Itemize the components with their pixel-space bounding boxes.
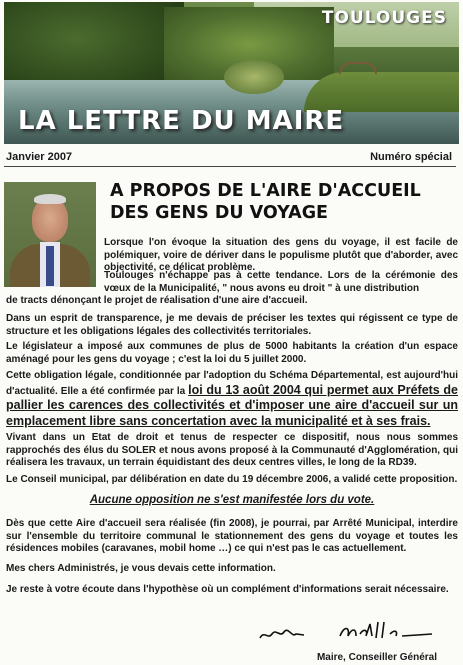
paragraph-tracts: de tracts dénonçant le projet de réalisation d'une aire d'accueil. [6, 295, 308, 306]
paragraph-obligation [6, 370, 458, 429]
article-headline [110, 180, 458, 224]
signature-mayor [336, 618, 436, 644]
obligation-text: Cette obligation légale, conditionnée par l'adoption du Schéma Départemental, est aujourd'hui d'actualité. Elle a été confirmée par la [6, 370, 458, 397]
paragraph-arrete: Dès que cette Aire d'accueil sera réalisée (fin 2008), je pourrai, par Arrêté Municipal, interdire sur l'ensemble du territoire communal le stationnement des gens du voyage et toutes les résidences mobiles (caravanes, mobil home …) ce qui n'est pas le cas actuellement. [6, 518, 458, 554]
signature-title: Maire, Conseiller Général [316, 652, 437, 663]
portrait-hair [34, 194, 66, 204]
headline-line-2: DES GENS DU VOYAGE [110, 203, 329, 223]
issue-edition: Numéro spécial [370, 151, 452, 163]
portrait-tie [46, 246, 54, 286]
portrait-face [32, 198, 68, 242]
loi-2004-emphasis: loi du 13 août 2004 qui permet aux Préfets de pallier les carences des collectivités et d'imposer une aire d'accueil sur un emplacement libre sans concertation avec la municipalité et à ses frais. [6, 382, 459, 428]
paragraph-ecoute: Je reste à votre écoute dans l'hypothèse où un complément d'informations serait nécessaire. [6, 584, 449, 595]
paragraph-legislateur: Le législateur a imposé aux communes de plus de 5000 habitants la création d'un espace aménagé pour les gens du voyage ; c'est la loi du 5 juillet 2000. [6, 341, 458, 365]
paragraph-intro: Lorsque l'on évoque la situation des gens du voyage, il est facile de polémiquer, voire de dériver dans le populisme plutôt que d'aborder, avec objectivité, ce délicat problème. [104, 237, 458, 273]
paragraph-conseil: Le Conseil municipal, par délibération en date du 19 décembre 2006, a validé cette proposition. [6, 474, 458, 485]
issue-date: Janvier 2007 [6, 151, 73, 163]
paragraph-toulouges: Toulouges n'échappe pas à cette tendance. Lors de la cérémonie des vœux de la Municipalité, " nous avons eu droit " à une distribution [104, 270, 458, 294]
headline-line-1: A PROPOS DE L'AIRE D'ACCUEIL [110, 181, 421, 201]
paragraph-administres: Mes chers Administrés, je vous devais cette information. [6, 563, 276, 574]
banner-bush [224, 60, 284, 94]
mayor-portrait [4, 182, 96, 287]
town-name: TOULOUGES [321, 8, 447, 28]
paragraph-transparence: Dans un esprit de transparence, je me devais de préciser les textes qui régissent ce type de structure et les obligations légales des collectivités territoriales. [6, 313, 458, 337]
issue-info-bar [4, 150, 456, 167]
header-banner [4, 2, 459, 144]
signature-initials [258, 626, 306, 642]
newsletter-title: LA LETTRE DU MAIRE [18, 106, 345, 136]
banner-bridge [339, 62, 377, 74]
paragraph-soler: Vivant dans un Etat de droit et tenus de respecter ce dispositif, nous nous sommes rapprochés des élus du SOLER et nous avons proposé à la Communauté d'Agglomération, qui réalisera les travaux, un terrain équidistant des deux centres villes, le long de la RD39. [6, 432, 458, 468]
banner-trees-left [4, 2, 184, 92]
paragraph-vote: Aucune opposition ne s'est manifestée lors du vote. [89, 494, 375, 506]
